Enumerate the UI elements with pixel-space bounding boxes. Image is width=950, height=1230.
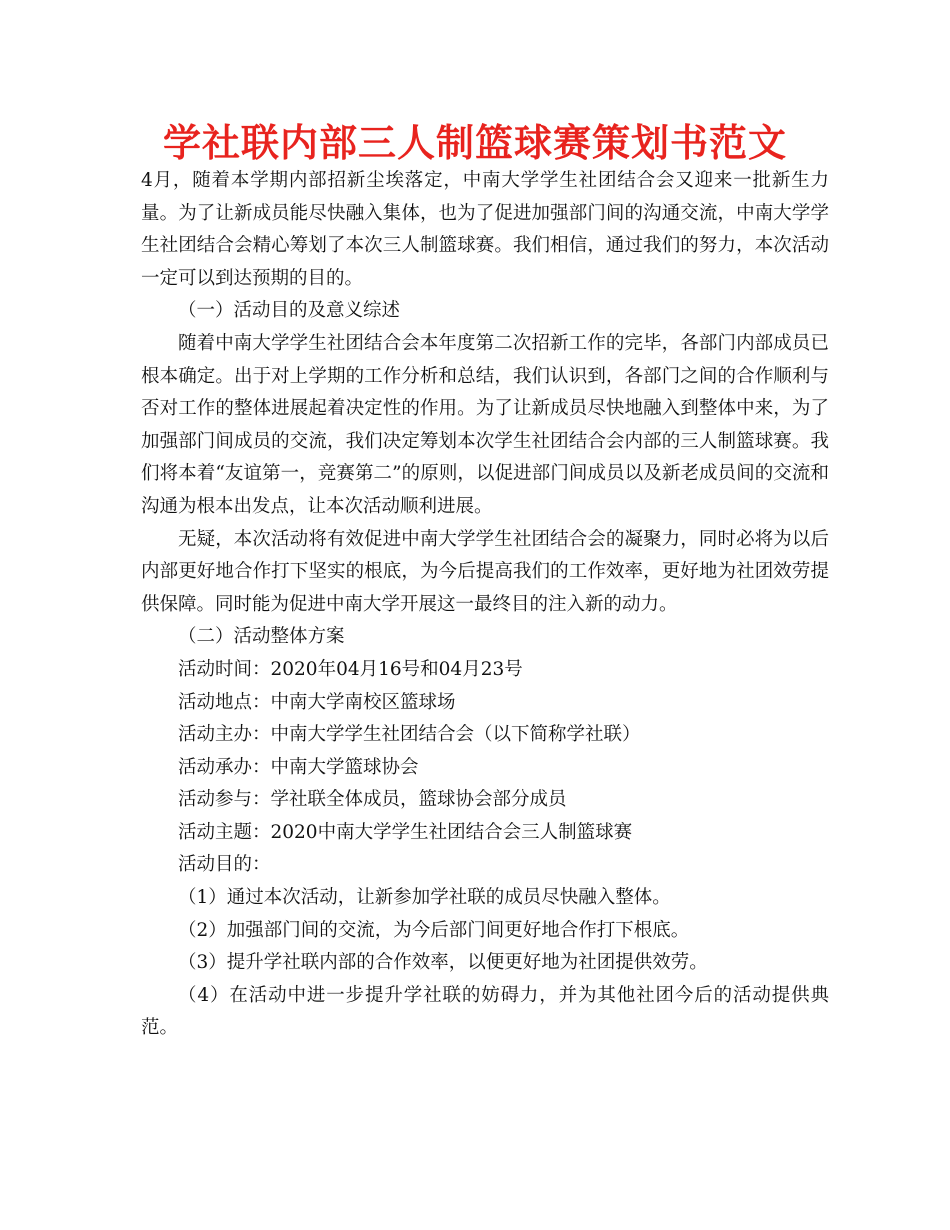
plan-goals-label: 活动目的： bbox=[178, 854, 271, 876]
plan-time: 活动时间：2020年04月16号和04月23号 bbox=[178, 658, 523, 680]
section-heading-plan: （二）活动整体方案 bbox=[178, 626, 345, 648]
section-heading-purpose: （一）活动目的及意义综述 bbox=[178, 300, 401, 322]
document-title: 学社联内部三人制篮球赛策划书范文 bbox=[162, 121, 787, 165]
goal-item-3: （3）提升学社联内部的合作效率，以便更好地为社团提供效劳。 bbox=[178, 952, 708, 974]
goal-item-4: （4）在活动中进一步提升学社联的妨碍力，并为其他社团今后的活动提供典范。 bbox=[141, 984, 829, 1039]
purpose-paragraph: 随着中南大学学生社团结合会本年度第二次招新工作的完毕，各部门内部成员已根本确定。出于对上学期的工作分析和总结，我们认识到，各部门之间的合作顺利与否对工作的整体进展起着决定性的作用。为了让新成员尽快地融入到整体中来，为了加强部门间成员的交流，我们决定筹划本次学生社团结合会内部的三人制篮球赛。我们将本着“友谊第一，竞赛第二”的原则，以促进部门间成员以及新老成员间的交流和沟通为根本出发点，让本次活动顺利进展。 bbox=[141, 332, 829, 517]
plan-location: 活动地点：中南大学南校区篮球场 bbox=[178, 691, 456, 713]
plan-host: 活动承办：中南大学篮球协会 bbox=[178, 756, 419, 778]
plan-participants: 活动参与：学社联全体成员，篮球协会部分成员 bbox=[178, 789, 567, 811]
plan-organizer: 活动主办：中南大学学生社团结合会（以下简称学社联） bbox=[178, 724, 641, 746]
plan-theme: 活动主题：2020中南大学学生社团结合会三人制篮球赛 bbox=[178, 821, 633, 843]
significance-paragraph: 无疑，本次活动将有效促进中南大学学生社团结合会的凝聚力，同时必将为以后内部更好地合作打下坚实的根底，为今后提高我们的工作效率，更好地为社团效劳提供保障。同时能为促进中南大学开展这一最终目的注入新的动力。 bbox=[141, 528, 829, 615]
goal-item-2: （2）加强部门间的交流，为今后部门间更好地合作打下根底。 bbox=[178, 919, 690, 941]
goal-item-1: （1）通过本次活动，让新参加学社联的成员尽快融入整体。 bbox=[178, 887, 671, 909]
document-body bbox=[141, 165, 829, 1045]
intro-paragraph: 4月，随着本学期内部招新尘埃落定，中南大学学生社团结合会又迎来一批新生力量。为了让新成员能尽快融入集体，也为了促进加强部门间的沟通交流，中南大学学生社团结合会精心筹划了本次三人制篮球赛。我们相信，通过我们的努力，本次活动一定可以到达预期的目的。 bbox=[141, 170, 829, 289]
